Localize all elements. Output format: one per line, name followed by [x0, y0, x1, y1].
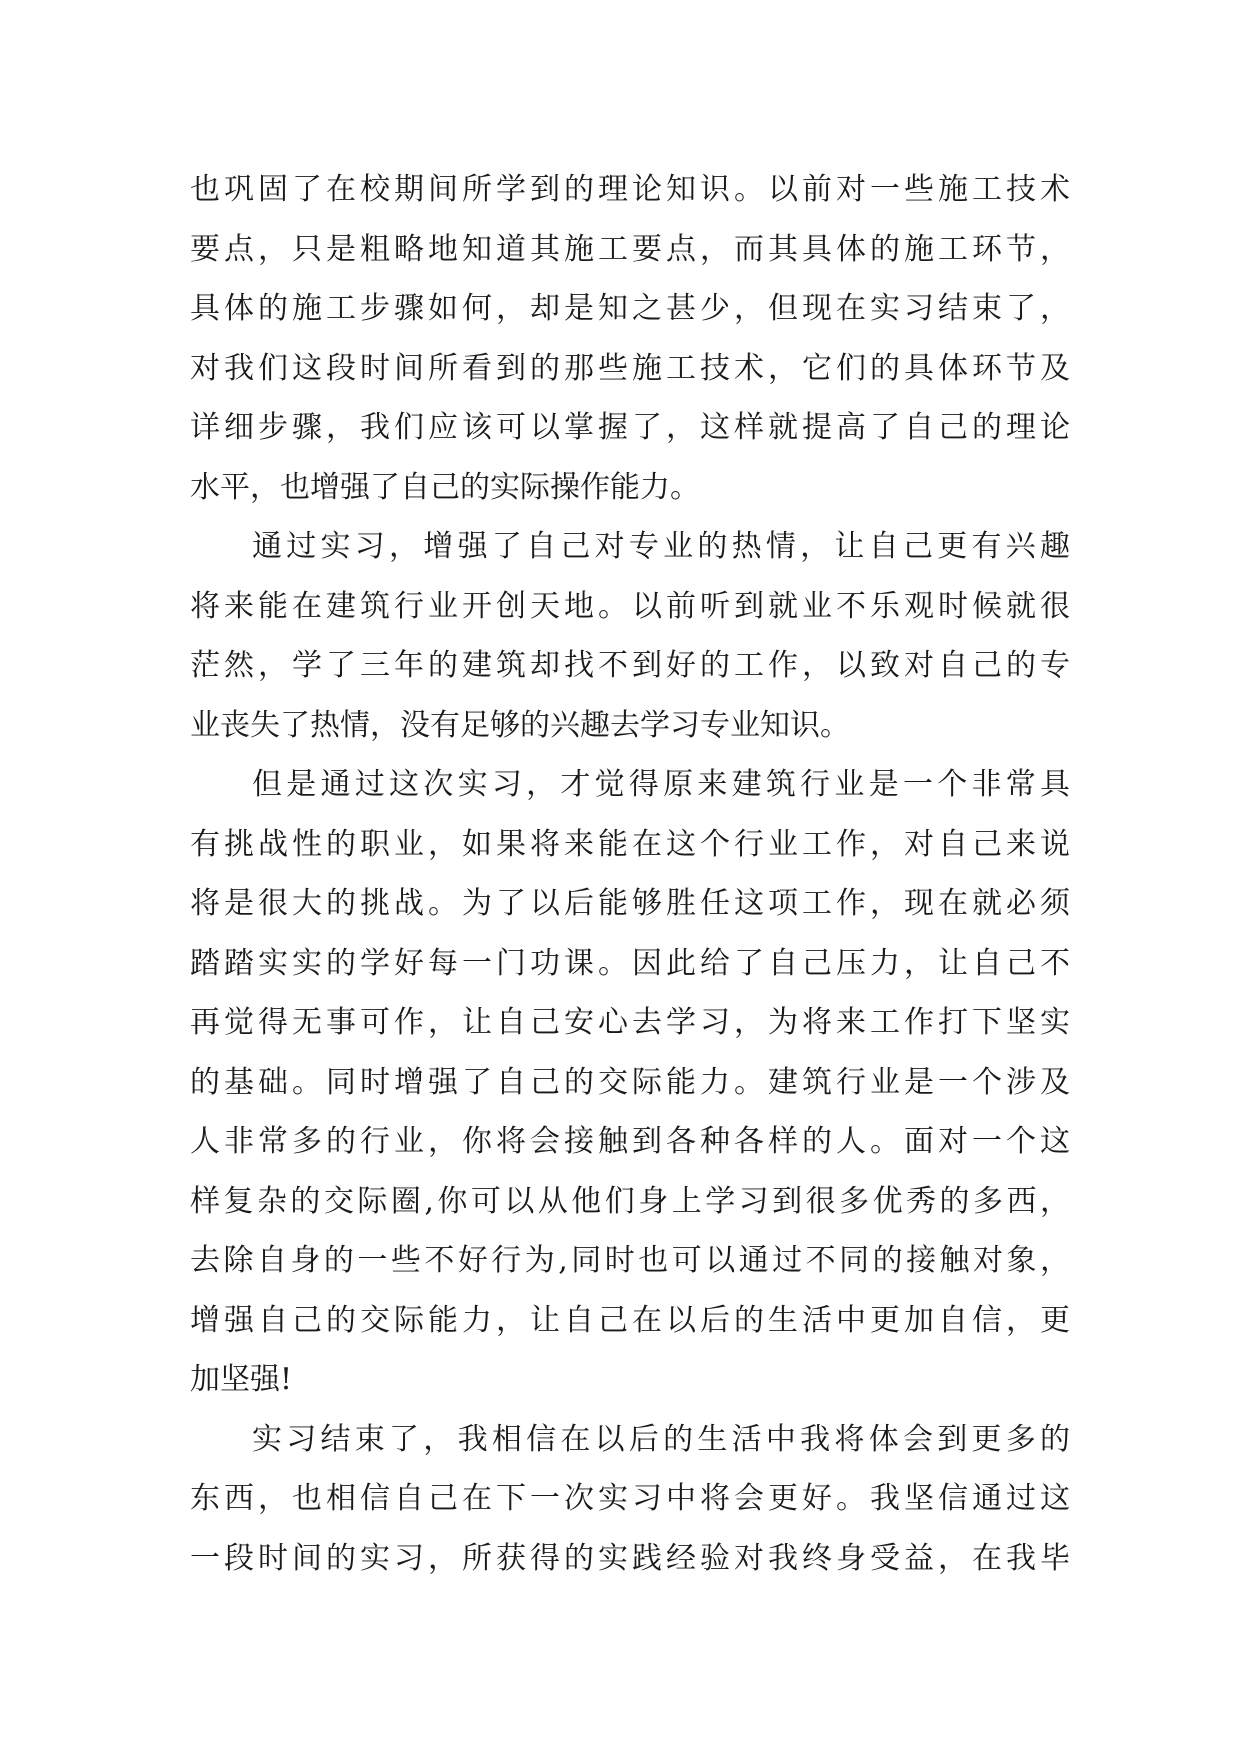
text-line: 样复杂的交际圈,你可以从他们身上学习到很多优秀的多西， — [190, 1183, 1070, 1219]
text-line: 也巩固了在校期间所学到的理论知识。以前对一些施工技术 — [190, 172, 1070, 207]
text-line: 要点，只是粗略地知道其施工要点，而其具体的施工环节， — [190, 231, 1070, 267]
text-line: 的基础。同时增强了自己的交际能力。建筑行业是一个涉及 — [190, 1064, 1070, 1100]
text-line: 将来能在建筑行业开创天地。以前听到就业不乐观时候就很 — [190, 588, 1070, 624]
text-line: 踏踏实实的学好每一门功课。因此给了自己压力，让自己不 — [190, 945, 1070, 981]
text-line: 实习结束了，我相信在以后的生活中我将体会到更多的 — [252, 1421, 1070, 1457]
text-line: 详细步骤，我们应该可以掌握了，这样就提高了自己的理论 — [190, 410, 1070, 445]
text-line: 业丧失了热情，没有足够的兴趣去学习专业知识。 — [190, 707, 850, 743]
text-line: 增强自己的交际能力，让自己在以后的生活中更加自信，更 — [190, 1302, 1070, 1338]
text-line: 东西，也相信自己在下一次实习中将会更好。我坚信通过这 — [190, 1481, 1070, 1516]
paragraph-1 — [190, 160, 1070, 517]
document-body — [190, 160, 1070, 1588]
text-line: 但是通过这次实习，才觉得原来建筑行业是一个非常具 — [252, 767, 1070, 802]
text-line: 水平，也增强了自己的实际操作能力。 — [190, 469, 700, 505]
text-line: 加坚强! — [190, 1362, 293, 1397]
text-line: 将是很大的挑战。为了以后能够胜任这项工作，现在就必须 — [190, 886, 1070, 921]
paragraph-4 — [190, 1410, 1070, 1589]
text-line: 再觉得无事可作，让自己安心去学习，为将来工作打下坚实 — [190, 1005, 1070, 1040]
text-line: 对我们这段时间所看到的那些施工技术，它们的具体环节及 — [190, 350, 1070, 386]
text-line: 人非常多的行业，你将会接触到各种各样的人。面对一个这 — [190, 1124, 1070, 1159]
paragraph-2 — [190, 517, 1070, 755]
paragraph-3 — [190, 755, 1070, 1410]
text-line: 具体的施工步骤如何，却是知之甚少，但现在实习结束了， — [190, 291, 1070, 326]
text-line: 去除自身的一些不好行为,同时也可以通过不同的接触对象， — [190, 1243, 1070, 1278]
text-line: 茫然，学了三年的建筑却找不到好的工作，以致对自己的专 — [190, 648, 1070, 683]
text-line: 通过实习，增强了自己对专业的热情，让自己更有兴趣 — [252, 529, 1070, 564]
text-line: 有挑战性的职业，如果将来能在这个行业工作，对自己来说 — [190, 826, 1070, 862]
text-line: 一段时间的实习，所获得的实践经验对我终身受益，在我毕 — [190, 1540, 1070, 1576]
